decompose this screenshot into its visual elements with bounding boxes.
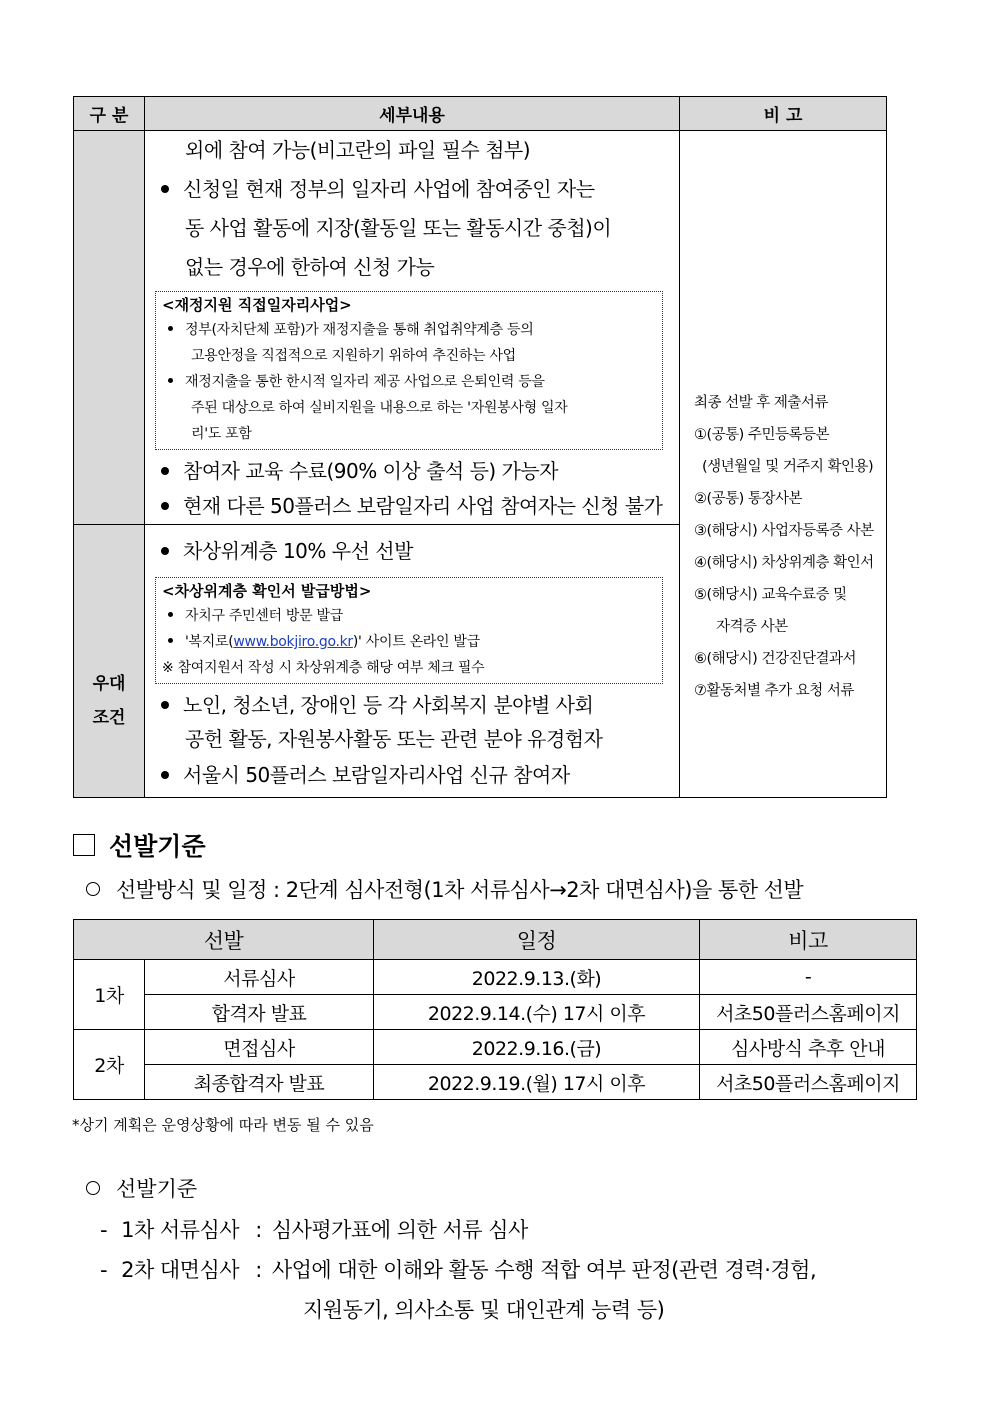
category-label: 조건	[92, 708, 126, 728]
dash-bullet-icon: -	[100, 1218, 108, 1242]
info-box-note: ※ 참여지원서 작성 시 차상위계층 해당 여부 체크 필수	[162, 660, 485, 676]
bullet-icon	[161, 467, 169, 475]
bullet-icon	[161, 547, 169, 555]
info-box-item: 주된 대상으로 하여 실비지원을 내용으로 하는 '자원봉사형 일자	[191, 400, 568, 416]
required-doc-item: ⑤(해당시) 교육수료증 및	[694, 587, 847, 603]
step-cell: 합격자 발표	[145, 995, 374, 1030]
circle-bullet-icon	[86, 882, 100, 896]
detail-bullet: 신청일 현재 정부의 일자리 사업에 참여중인 자는	[145, 170, 679, 209]
schedule-table	[73, 919, 917, 1100]
bullet-icon	[168, 378, 173, 383]
selection-method-line: 선발방식 및 일정 : 2단계 심사전형(1차 서류심사→2차 대면심사)을 통한 선발	[86, 873, 803, 907]
category-cell-preference	[74, 525, 145, 798]
header-remarks: 비 고	[680, 97, 887, 131]
detail-bullet: 노인, 청소년, 장애인 등 각 사회복지 분야별 사회	[145, 688, 679, 722]
info-box-item: 재정지출을 통한 한시적 일자리 제공 사업으로 은퇴인력 등을	[162, 369, 656, 395]
date-cell: 2022.9.14.(수) 17시 이후	[374, 995, 700, 1030]
info-box-item: 고용안정을 직접적으로 지원하기 위하여 추진하는 사업	[191, 348, 516, 364]
required-doc-item: ①(공통) 주민등록등본	[694, 427, 829, 443]
detail-line: 공헌 활동, 자원봉사활동 또는 관련 분야 유경험자	[185, 727, 603, 751]
details-cell	[145, 525, 680, 798]
header-details: 세부내용	[145, 97, 680, 131]
note-cell: -	[700, 960, 917, 995]
date-cell: 2022.9.16.(금)	[374, 1030, 700, 1065]
bullet-icon	[168, 612, 173, 617]
info-box-item: 리'도 포함	[191, 426, 252, 442]
stage-cell: 2차	[74, 1030, 145, 1100]
bullet-icon	[168, 638, 173, 643]
info-box-title: <차상위계층 확인서 발급방법>	[162, 582, 372, 600]
info-box-low-income	[155, 577, 663, 684]
required-doc-item: ②(공통) 통장사본	[694, 491, 802, 507]
table-row	[74, 1065, 917, 1100]
info-box-item: 자치구 주민센터 방문 발급	[162, 603, 656, 629]
step-cell: 서류심사	[145, 960, 374, 995]
info-box-item: '복지로(www.bokjiro.go.kr)' 사이트 온라인 발급	[162, 629, 656, 655]
dash-bullet-icon: -	[100, 1258, 108, 1282]
header-category: 구 분	[74, 97, 145, 131]
detail-bullet: 참여자 교육 수료(90% 이상 출석 등) 가능자	[145, 454, 679, 488]
detail-bullet: 차상위계층 10% 우선 선발	[145, 525, 679, 577]
bokjiro-link[interactable]: www.bokjiro.go.kr	[233, 634, 353, 650]
info-box-title: <재정지원 직접일자리사업>	[162, 296, 352, 314]
detail-line: 없는 경우에 한하여 신청 가능	[185, 255, 435, 279]
bullet-icon	[168, 326, 173, 331]
header-schedule: 일정	[374, 920, 700, 960]
footnote: *상기 계획은 운영상황에 따라 변동 될 수 있음	[72, 1116, 374, 1134]
criteria-heading: 선발기준	[86, 1172, 197, 1206]
date-cell: 2022.9.13.(화)	[374, 960, 700, 995]
required-doc-item: 자격증 사본	[716, 619, 788, 635]
required-doc-item: 최종 선발 후 제출서류	[694, 395, 828, 411]
remarks-cell	[680, 131, 887, 798]
section-title: 선발기준	[73, 830, 206, 864]
required-doc-item: ⑥(해당시) 건강진단결과서	[694, 651, 856, 667]
square-bullet-icon	[73, 834, 95, 856]
required-documents-list	[680, 131, 886, 707]
detail-line: 외에 참여 가능(비고란의 파일 필수 첨부)	[185, 138, 531, 162]
category-label: 우대	[92, 674, 126, 694]
circle-bullet-icon	[86, 1181, 100, 1195]
info-box-item: 정부(자치단체 포함)가 재정지출을 통해 취업취약계층 등의	[162, 317, 656, 343]
bullet-icon	[161, 502, 169, 510]
bullet-icon	[161, 185, 169, 193]
required-doc-item: ④(해당시) 차상위계층 확인서	[694, 555, 874, 571]
required-doc-item: ③(해당시) 사업자등록증 사본	[694, 523, 874, 539]
note-cell: 서초50플러스홈페이지	[700, 1065, 917, 1100]
required-doc-item: (생년월일 및 거주지 확인용)	[702, 459, 874, 475]
note-cell: 심사방식 추후 안내	[700, 1030, 917, 1065]
detail-bullet: 서울시 50플러스 보람일자리사업 신규 참여자	[145, 756, 679, 794]
date-cell: 2022.9.19.(월) 17시 이후	[374, 1065, 700, 1100]
info-box-direct-jobs	[155, 291, 663, 450]
table-row	[74, 1030, 917, 1065]
criteria-item-second-continued: 지원동기, 의사소통 및 대인관계 능력 등)	[303, 1298, 665, 1322]
detail-line: 동 사업 활동에 지장(활동일 또는 활동시간 중첩)이	[185, 216, 612, 240]
required-doc-item: ⑦활동처별 추가 요청 서류	[694, 683, 854, 699]
header-remarks: 비고	[700, 920, 917, 960]
criteria-item-second: - 2차 대면심사 : 사업에 대한 이해와 활동 수행 적합 여부 판정(관련 경력·경험,	[100, 1258, 817, 1282]
criteria-item-first: - 1차 서류심사 : 심사평가표에 의한 서류 심사	[100, 1218, 528, 1242]
table-row	[74, 960, 917, 995]
note-cell: 서초50플러스홈페이지	[700, 995, 917, 1030]
bullet-icon	[161, 771, 169, 779]
step-cell: 최종합격자 발표	[145, 1065, 374, 1100]
table-row	[74, 995, 917, 1030]
category-cell-empty	[74, 131, 145, 525]
step-cell: 면접심사	[145, 1030, 374, 1065]
header-selection: 선발	[74, 920, 374, 960]
detail-bullet: 현재 다른 50플러스 보람일자리 사업 참여자는 신청 불가	[145, 488, 679, 524]
eligibility-table	[73, 96, 887, 798]
bullet-icon	[161, 701, 169, 709]
details-cell	[145, 131, 680, 525]
table-row-eligibility	[74, 131, 887, 525]
table-header-row	[74, 920, 917, 960]
table-header-row	[74, 97, 887, 131]
stage-cell: 1차	[74, 960, 145, 1030]
